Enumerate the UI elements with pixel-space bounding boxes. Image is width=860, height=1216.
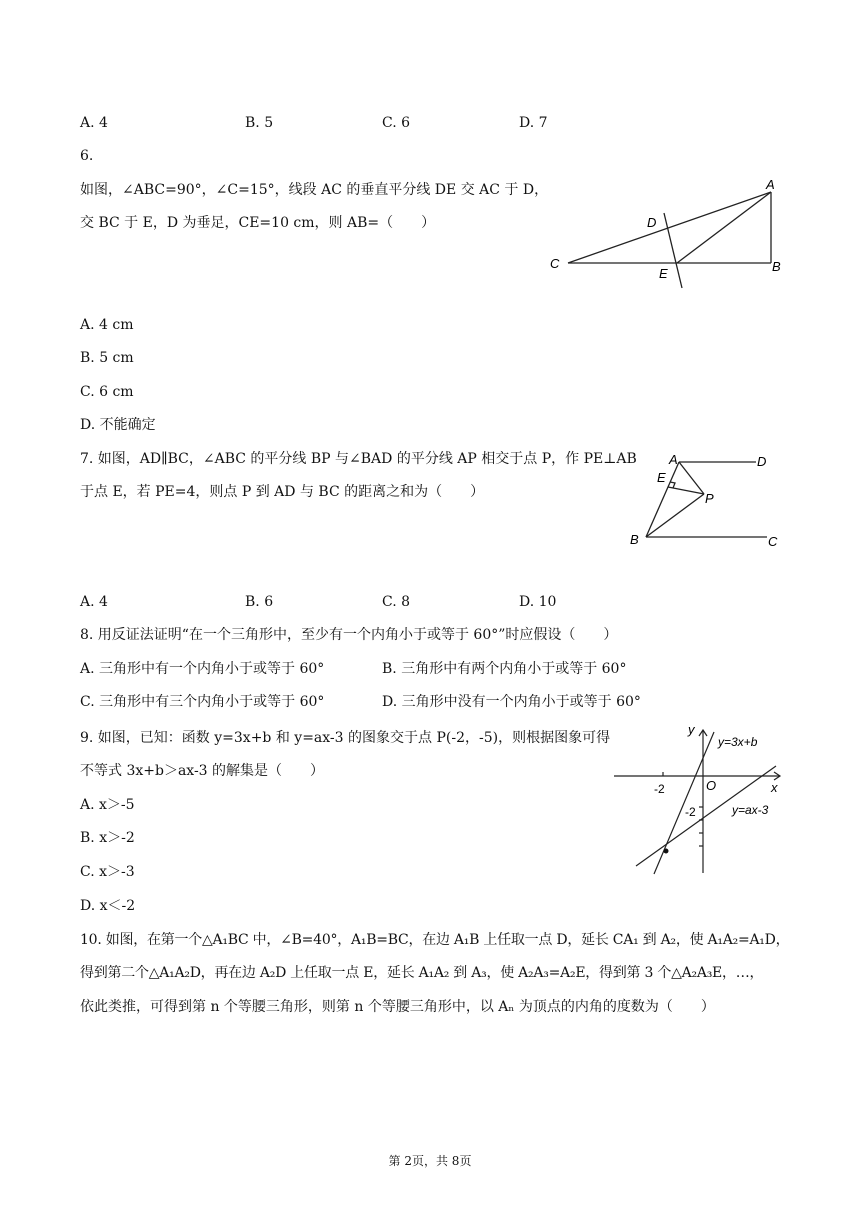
q6-number: 6. [80,148,94,164]
q7-stem-line1: 7. 如图，AD∥BC，∠ABC 的平分线 BP 与∠BAD 的平分线 AP 相交于点 P，作 PE⊥AB [80,451,637,467]
q9-stem-line2: 不等式 3x+b＞ax-3 的解集是（ ） [80,763,325,779]
q8-option-a: A. 三角形中有一个内角小于或等于 60° [80,661,325,677]
q6-stem-line2: 交 BC 于 E，D 为垂足，CE=10 cm，则 AB=（ ） [80,215,436,231]
q9-option-b: B. x＞-2 [80,830,135,846]
q7-option-c: C. 8 [382,594,411,610]
q9-label-y: y [688,722,695,737]
q7-label-c: C [768,534,778,549]
q5-option-c: C. 6 [382,115,411,131]
q6-label-e: E [659,266,668,281]
q5-option-a: A. 4 [80,115,108,131]
q6-label-c: C [550,256,560,271]
q6-option-d: D. 不能确定 [80,417,156,433]
q7-option-d: D. 10 [519,594,557,610]
q9-option-c: C. x＞-3 [80,864,135,880]
q9-label-line1: y=3x+b [718,735,758,749]
q7-label-b: B [630,532,639,547]
q6-figure [540,175,790,295]
q9-option-a: A. x＞-5 [80,797,135,813]
q9-label-line2: y=ax-3 [732,803,769,817]
q6-stem-line1: 如图，∠ABC=90°，∠C=15°，线段 AC 的垂直平分线 DE 交 AC 于 D， [80,182,549,198]
q9-stem-line1: 9. 如图，已知：函数 y=3x+b 和 y=ax-3 的图象交于点 P(-2，-5)，则根据图象可得 [80,730,611,746]
q7-label-d: D [757,454,767,469]
q5-option-b: B. 5 [245,115,274,131]
q7-option-a: A. 4 [80,594,108,610]
q7-figure [620,448,790,558]
q8-option-c: C. 三角形中有三个内角小于或等于 60° [80,694,325,710]
q5-option-d: D. 7 [519,115,548,131]
q9-figure [610,720,790,880]
q6-option-a: A. 4 cm [80,317,134,333]
q7-stem-line2: 于点 E，若 PE=4，则点 P 到 AD 与 BC 的距离之和为（ ） [80,484,485,500]
q10-line3: 依此类推，可得到第 n 个等腰三角形，则第 n 个等腰三角形中，以 Aₙ 为顶点的内角的度数为（ ） [80,999,715,1015]
q6-option-b: B. 5 cm [80,350,134,366]
q10-line2: 得到第二个△A₁A₂D，再在边 A₂D 上任取一点 E，延长 A₁A₂ 到 A₃，使 A₂A₃=A₂E，得到第 3 个△A₂A₃E，…， [80,965,764,981]
q9-label-y-neg2: -2 [685,805,696,819]
q9-label-o: O [706,778,717,793]
q6-label-a: A [766,177,775,192]
q7-option-b: B. 6 [245,594,274,610]
q7-label-a: A [669,452,678,467]
page-footer: 第 2页，共 8页 [388,1154,472,1168]
q9-option-d: D. x＜-2 [80,898,136,914]
q8-option-d: D. 三角形中没有一个内角小于或等于 60° [382,694,641,710]
q7-label-e: E [657,470,666,485]
q6-label-d: D [647,215,657,230]
q8-stem: 8. 用反证法证明“在一个三角形中，至少有一个内角小于或等于 60°”时应假设（ ） [80,627,618,643]
q6-option-c: C. 6 cm [80,384,134,400]
q8-option-b: B. 三角形中有两个内角小于或等于 60° [382,661,627,677]
q9-label-x: x [771,780,778,795]
q7-label-p: P [705,491,714,506]
q6-label-b: B [772,259,781,274]
q9-label-x-neg2: -2 [654,782,665,796]
q10-line1: 10. 如图，在第一个△A₁BC 中，∠B=40°，A₁B=BC，在边 A₁B 上任取一点 D，延长 CA₁ 到 A₂，使 A₁A₂=A₁D， [80,932,790,948]
